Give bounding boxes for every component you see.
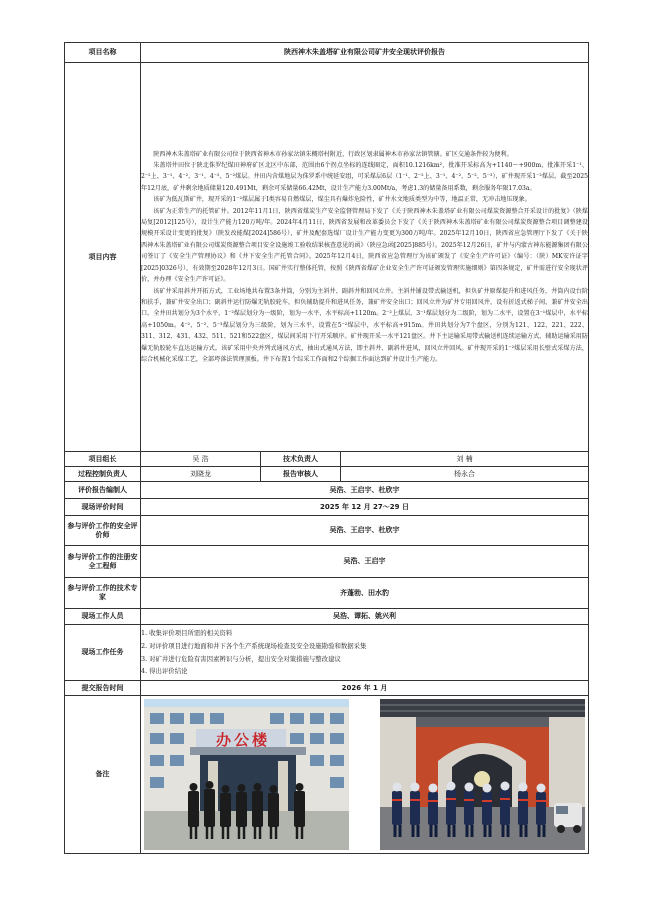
compiler-value: 吴浩、王启宇、杜欣宇 xyxy=(141,482,589,499)
mine-entrance-photo xyxy=(380,699,585,850)
site-time-label: 现场评价时间 xyxy=(65,499,141,516)
remark-label: 备注 xyxy=(65,696,141,854)
tech-expert-value: 齐蓬勃、田水豹 xyxy=(141,578,589,609)
task-item: 3. 对矿井进行危险有害因素辨识与分析，提出安全对策措施与整改建议 xyxy=(141,654,341,663)
site-tasks-label: 现场工作任务 xyxy=(65,625,141,681)
submit-time-value: 2026 年 1 月 xyxy=(141,681,589,696)
project-name-label: 项目名称 xyxy=(65,43,141,63)
safety-engineer-value: 吴浩、王启宇 xyxy=(141,546,589,578)
task-item: 4. 得出评价结论 xyxy=(141,667,188,676)
content-paragraph: 该矿为正常生产的托管矿井。2012年11月1日，陕西省煤炭生产安全监督管理局下发了《关于陕西神木朱盖塔矿业有限公司煤炭资源整合开采设计的批复》（陕煤局复[2012]125号），设计生产能力120万吨/年。2024年4月11日，陕西省发展和改革委员会下发了《关于陕西神木朱盖塔矿业有限公司煤炭资源整合项目调整建设规模开采设计变更的批复》（陕发改能煤[2024]586号），矿井及配套选煤厂设计生产能力变更为300万吨/年。2025年12月10日，陕西省应急管理厅下发了《关于陕西神木朱盖塔矿业有限公司煤炭资源整合项目安全设施竣工验收结果核查意见的函》（陕应急函[2025]885号）。2025年12月26日，矿井与内蒙古神东能源集团有限公司签订了《安全生产管理协议》和《井下安全生产托管合同》。2025年12月4日，陕西省应急管理厅为该矿颁发了《安全生产许可证》（编号：（陕）MK安许证字[2025]0326号），有效期至2028年12月3日。国矿井实行整体托管，按照《陕西省煤矿企业安全生产许可证颁发管理实施细则》第四条规定，矿井需进行安全现状评价，并办理《安全生产许可证》。 xyxy=(141,207,588,284)
content-paragraph: 该矿井采用斜井开拓方式，工业场地共布置3条井筒，分别为主斜井、副斜井和回风立井。主斜井铺设带式输送机，担负矿井原煤提升和进风任务，井筒内设台阶和扶手，兼矿井安全出口；副斜井运行防爆无轨胶轮车，担负辅助提升和进风任务，兼矿井安全出口；回风立井为矿井专用回风井，设有折返式梯子间，兼矿井安全出口。全井田共划分为3个水平，1⁻²煤层划分为一级阶，划为一水平，水平标高+1120m。2⁻²上煤层、3⁻¹煤层划分为二级阶，划为二水平，设置在3⁻¹煤层中，水平标高+1050m。4⁻²、5⁻²、5⁻³煤层划分为三级阶，划为三水平，设置在5⁻²煤层中，水平标高+915m。井田共划分为7个盘区，分别为121、122、221、222、311、312、431、432、511、521和522盘区，煤层间采用下行开采顺序。矿井现开采一水平121盘区。井下主运输采用带式输送机连续运输方式，辅助运输采用防爆无轨胶轮车直达运输方式。该矿采用中央并列式通风方式，抽出式通风方法，即主斜井、副斜井进风，回风立井回风。矿井现开采的1⁻²煤层采用长壁式采煤方法，综合机械化采煤工艺，全部垮落法管理顶板。井下布置1个综采工作面和2个综掘工作面达到矿井设计生产能力。 xyxy=(141,287,588,363)
project-content-text xyxy=(141,63,589,452)
project-name-value: 陕西神木朱盖塔矿业有限公司矿井安全现状评价报告 xyxy=(141,43,589,63)
task-item: 2. 对评价项目进行地面和井下各个生产系统现场检查及安全设施勘验和数据采集 xyxy=(141,641,367,650)
reviewer-label: 报告审核人 xyxy=(261,467,341,482)
reviewer-value: 杨永合 xyxy=(341,467,589,482)
project-content-label: 项目内容 xyxy=(65,63,141,452)
content-paragraph: 陕西神木朱盖塔矿业有限公司位于陕西省神木市孙家岔镇朱概塔村附近，行政区划隶属神木市孙家岔镇管辖。矿区交通条件较为便利。 xyxy=(153,150,513,158)
site-staff-label: 现场工作人员 xyxy=(65,609,141,625)
task-item: 1. 收集评价项目所需的相关资料 xyxy=(141,629,233,638)
safety-evaluator-label: 参与评价工作的安全评价师 xyxy=(65,516,141,546)
compiler-label: 评价报告编制人 xyxy=(65,482,141,499)
leader-label: 项目组长 xyxy=(65,452,141,467)
safety-engineer-label: 参与评价工作的注册安全工程师 xyxy=(65,546,141,578)
submit-time-label: 提交报告时间 xyxy=(65,681,141,696)
process-control-label: 过程控制负责人 xyxy=(65,467,141,482)
site-time-value: 2025 年 12 月 27～29 日 xyxy=(141,499,589,516)
site-tasks-list xyxy=(141,625,589,681)
remark-cell xyxy=(141,696,589,854)
process-control-value: 刘晓龙 xyxy=(141,467,261,482)
tech-expert-label: 参与评价工作的技术专家 xyxy=(65,578,141,609)
office-building-photo xyxy=(144,699,349,850)
leader-value: 吴 浩 xyxy=(141,452,261,467)
site-staff-value: 吴浩、谭拓、姚兴利 xyxy=(141,609,589,625)
content-paragraph: 朱盖塔井田位于陕北侏罗纪煤田神府矿区北区中东部，范围由6个拐点坐标的连线圈定，面积10.1216km²，批准开采标高为+1140～+900m，批准开采1⁻¹、2⁻²上、3⁻¹、4⁻²、3⁻¹、4⁻²、5⁻²煤层。井田内含煤地层为侏罗系中统延安组，可采煤层6层（1⁻¹、2⁻²上、3⁻¹、4⁻²、5⁻²、5⁻³），矿井现开采1⁻²煤层。截至2025年12月底，矿井剩余地质储量120.491Mt，剩余可采储量66.42Mt，设计生产能力3.00Mt/a，考虑1.3的储量备用系数，剩余服务年限17.03a。 xyxy=(141,162,588,192)
content-paragraph: 该矿为低瓦斯矿井，现开采的1⁻²煤层属于Ⅰ类容易自燃煤层，煤尘具有爆炸危险性，矿井水文地质类型为中等，地温正常，无冲击地压现象。 xyxy=(153,196,531,204)
building-sign: 办公楼 xyxy=(215,731,270,749)
tech-lead-value: 刘 楠 xyxy=(341,452,589,467)
evaluation-report-table xyxy=(64,42,589,854)
safety-evaluator-value: 吴浩、王启宇、杜欣宇 xyxy=(141,516,589,546)
tech-lead-label: 技术负责人 xyxy=(261,452,341,467)
